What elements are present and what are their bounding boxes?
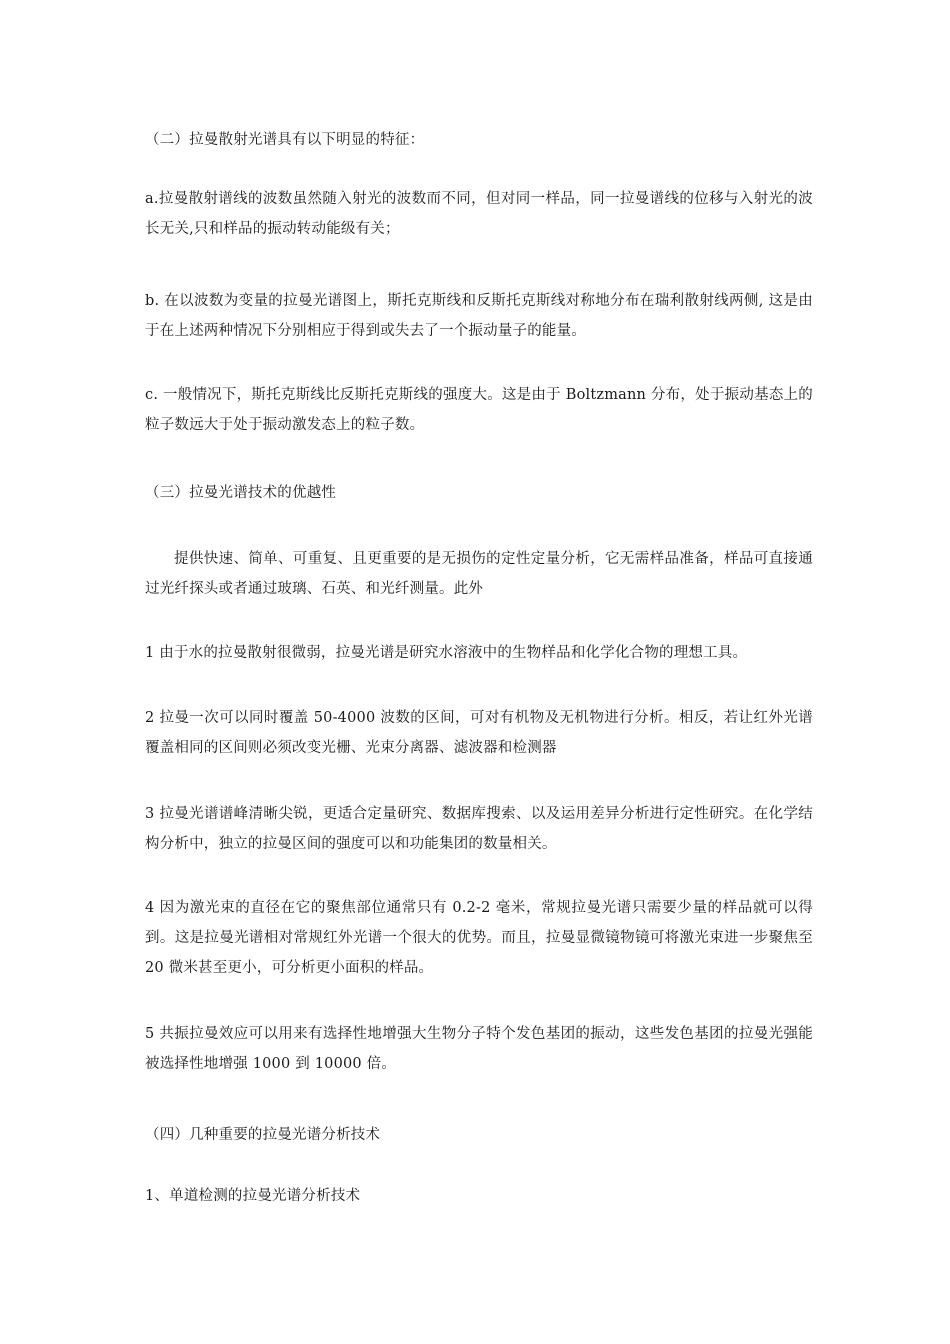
paragraph-feature-b: b. 在以波数为变量的拉曼光谱图上，斯托克斯线和反斯托克斯线对称地分布在瑞利散射线两侧, 这是由于在上述两种情况下分别相应于得到或失去了一个振动量子的能量。 (145, 293, 813, 339)
section-heading-2: （二）拉曼散射光谱具有以下明显的特征： (145, 132, 425, 148)
paragraph-advantage-4: 4 因为激光束的直径在它的聚焦部位通常只有 0.2-2 毫米，常规拉曼光谱只需要少量的样品就可以得到。这是拉曼光谱相对常规红外光谱一个很大的优势。而且，拉曼显微镜物镜可将激光束进一步聚焦至 20 微米甚至更小，可分析更小面积的样品。 (145, 900, 813, 976)
section-heading-3: （三）拉曼光谱技术的优越性 (145, 485, 337, 501)
paragraph-feature-c: c. 一般情况下，斯托克斯线比反斯托克斯线的强度大。这是由于 Boltzmann 分布，处于振动基态上的粒子数远大于处于振动激发态上的粒子数。 (145, 387, 813, 433)
paragraph-advantage-3: 3 拉曼光谱谱峰清晰尖锐，更适合定量研究、数据库搜索、以及运用差异分析进行定性研究。在化学结构分析中，独立的拉曼区间的强度可以和功能集团的数量相关。 (145, 806, 813, 852)
paragraph-advantages-intro: 提供快速、简单、可重复、且更重要的是无损伤的定性定量分析，它无需样品准备，样品可直接通过光纤探头或者通过玻璃、石英、和光纤测量。此外 (145, 551, 813, 597)
paragraph-advantage-5: 5 共振拉曼效应可以用来有选择性地增强大生物分子特个发色基团的振动，这些发色基团的拉曼光强能被选择性地增强 1000 到 10000 倍。 (145, 1026, 813, 1072)
section-heading-4: （四）几种重要的拉曼光谱分析技术 (145, 1127, 381, 1143)
paragraph-advantage-2: 2 拉曼一次可以同时覆盖 50-4000 波数的区间，可对有机物及无机物进行分析。相反，若让红外光谱覆盖相同的区间则必须改变光栅、光束分离器、滤波器和检测器 (145, 710, 813, 756)
paragraph-feature-a: a.拉曼散射谱线的波数虽然随入射光的波数而不同，但对同一样品，同一拉曼谱线的位移与入射光的波长无关,只和样品的振动转动能级有关； (145, 191, 813, 237)
subsection-heading-1: 1、单道检测的拉曼光谱分析技术 (145, 1188, 361, 1204)
paragraph-advantage-1: 1 由于水的拉曼散射很微弱，拉曼光谱是研究水溶液中的生物样品和化学化合物的理想工具。 (145, 645, 748, 661)
